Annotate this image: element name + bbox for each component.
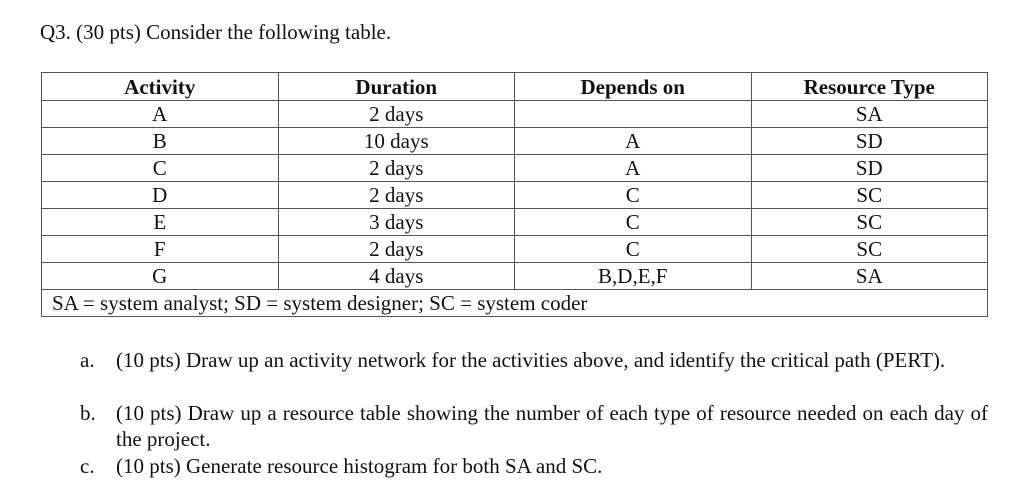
table-cell: 10 days xyxy=(278,128,515,155)
table-cell: C xyxy=(42,155,279,182)
table-cell: 2 days xyxy=(278,236,515,263)
table-cell: 4 days xyxy=(278,263,515,290)
table-header-row xyxy=(42,73,988,101)
table-row xyxy=(42,182,988,209)
column-header: Depends on xyxy=(515,73,752,101)
table-cell: B xyxy=(42,128,279,155)
part-label: c. xyxy=(80,454,95,478)
question-part xyxy=(82,347,988,373)
table-cell xyxy=(515,101,752,128)
column-header: Duration xyxy=(278,73,515,101)
table-row xyxy=(42,101,988,128)
table-cell: SD xyxy=(751,128,988,155)
part-text: (10 pts) Draw up a resource table showing the number of each type of resource needed on each day of the project. xyxy=(116,401,988,451)
table-cell: C xyxy=(515,209,752,236)
question-title: Q3. (30 pts) Consider the following table. xyxy=(40,20,392,44)
table-cell: SC xyxy=(751,182,988,209)
table-cell: SC xyxy=(751,209,988,236)
part-label: b. xyxy=(80,401,96,425)
table-cell: SC xyxy=(751,236,988,263)
table-cell: C xyxy=(515,236,752,263)
question-part xyxy=(82,400,988,452)
table-cell: C xyxy=(515,182,752,209)
table-cell: 2 days xyxy=(278,182,515,209)
part-label: a. xyxy=(80,348,95,372)
column-header: Activity xyxy=(42,73,279,101)
table-cell: SD xyxy=(751,155,988,182)
legend-row xyxy=(42,290,988,317)
activity-table xyxy=(41,72,988,317)
table-cell: B,D,E,F xyxy=(515,263,752,290)
table-row xyxy=(42,128,988,155)
table-cell: D xyxy=(42,182,279,209)
column-header: Resource Type xyxy=(751,73,988,101)
table-cell: A xyxy=(515,155,752,182)
table-cell: A xyxy=(42,101,279,128)
part-text: (10 pts) Generate resource histogram for both SA and SC. xyxy=(116,454,603,478)
table-cell: G xyxy=(42,263,279,290)
table-cell: 2 days xyxy=(278,155,515,182)
table-cell: 2 days xyxy=(278,101,515,128)
table-cell: E xyxy=(42,209,279,236)
table-cell: SA xyxy=(751,101,988,128)
table-row xyxy=(42,263,988,290)
table-cell: SA xyxy=(751,263,988,290)
table-row xyxy=(42,209,988,236)
resource-legend: SA = system analyst; SD = system designer; SC = system coder xyxy=(42,290,988,317)
table-cell: A xyxy=(515,128,752,155)
part-text: (10 pts) Draw up an activity network for the activities above, and identify the critical path (PERT). xyxy=(116,348,946,372)
question-part xyxy=(82,453,988,479)
table-cell: 3 days xyxy=(278,209,515,236)
table-cell: F xyxy=(42,236,279,263)
table-row xyxy=(42,236,988,263)
table-row xyxy=(42,155,988,182)
